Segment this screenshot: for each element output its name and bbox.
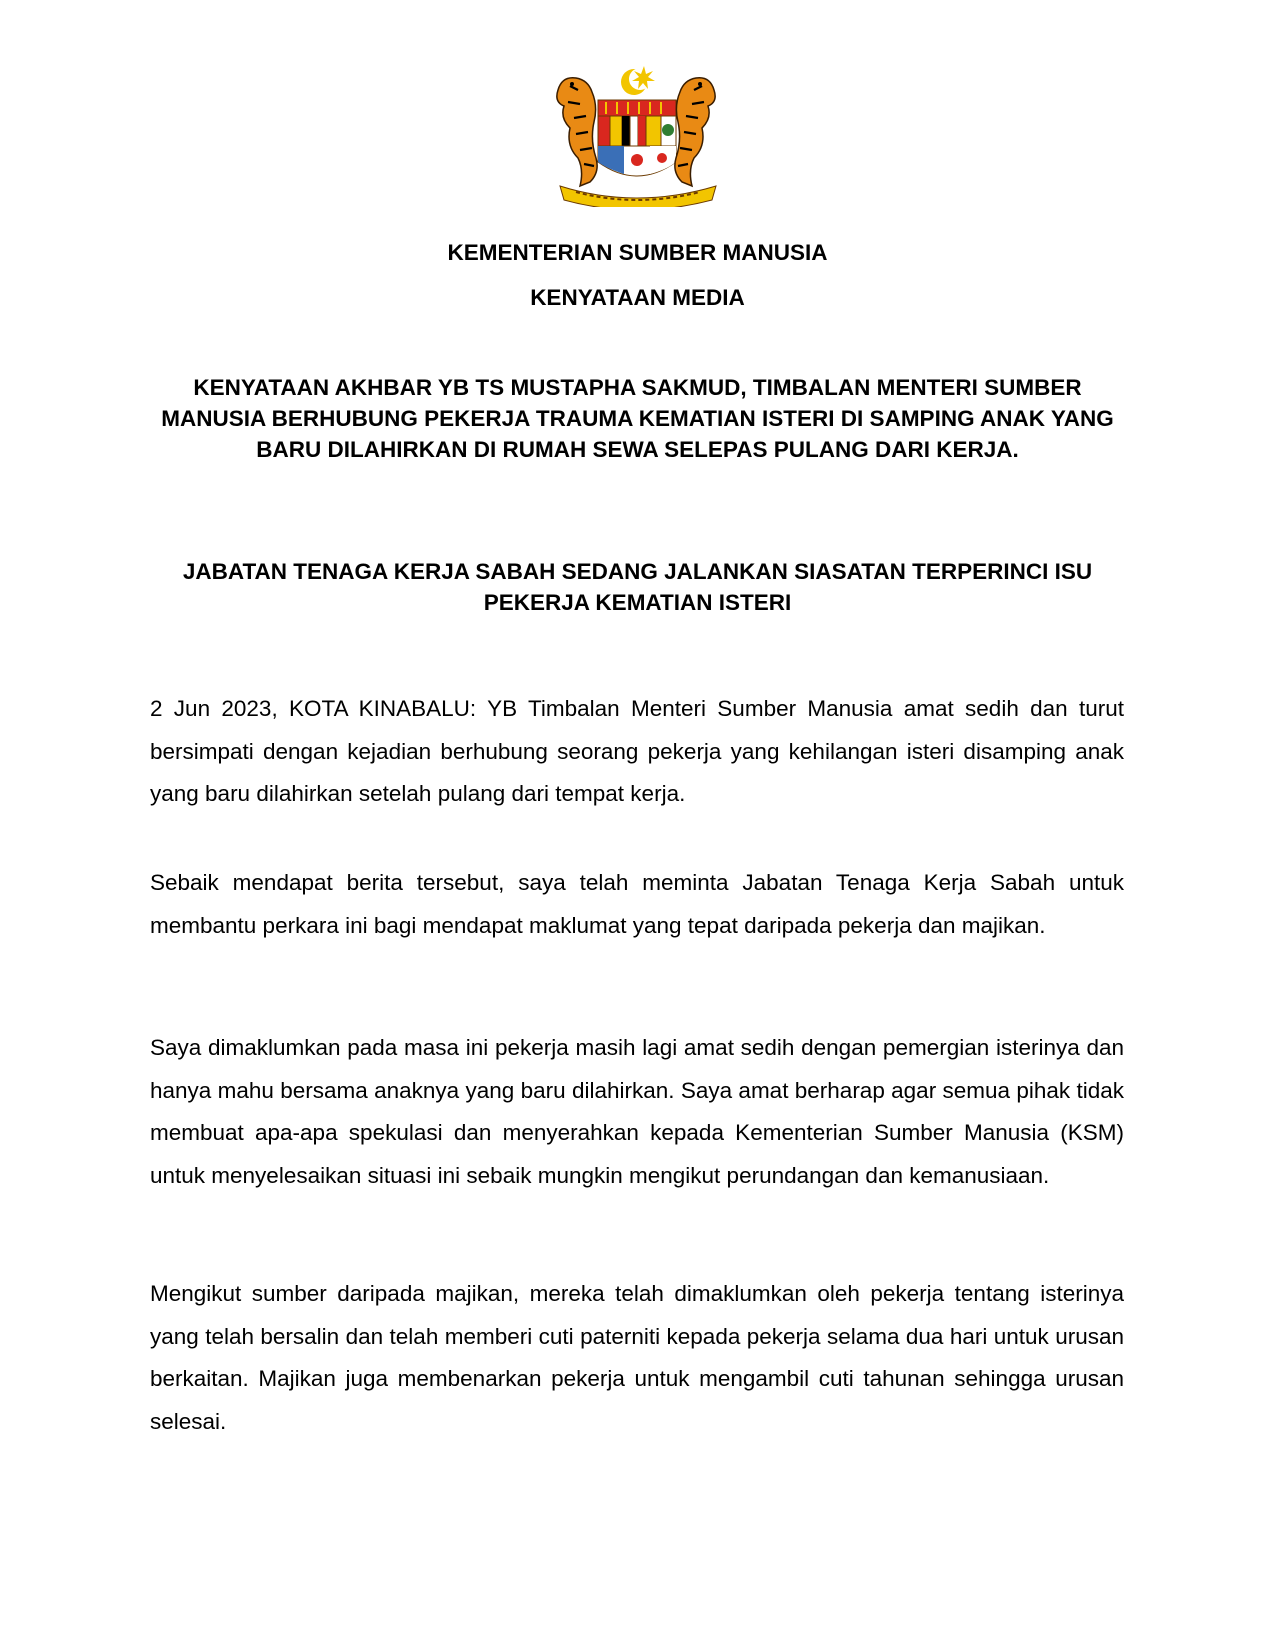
ministry-name: KEMENTERIAN SUMBER MANUSIA [447,240,828,265]
body-paragraph: Saya dimaklumkan pada masa ini pekerja masih lagi amat sedih dengan pemergian isterinya dan hanya mahu bersama anaknya yang baru dilahirkan. Saya amat berharap agar semua pihak tidak membuat apa-apa spekulasi dan menyerahkan kepada Kementerian Sumber Manusia (KSM) untuk menyelesaikan situasi ini sebaik mungkin mengikut perundangan dan kemanusiaan. [150,1035,1124,1188]
malaysia-coat-of-arms-logo [540,62,732,207]
press-statement-subheadline: JABATAN TENAGA KERJA SABAH SEDANG JALANKAN SIASATAN TERPERINCI ISU PEKERJA KEMATIAN ISTERI [182,559,1093,615]
body-paragraph: Sebaik mendapat berita tersebut, saya telah meminta Jabatan Tenaga Kerja Sabah untuk membantu perkara ini bagi mendapat maklumat yang tepat daripada pekerja dan majikan. [150,870,1124,938]
body-paragraph: 2 Jun 2023, KOTA KINABALU: YB Timbalan Menteri Sumber Manusia amat sedih dan turut bersimpati dengan kejadian berhubung seorang pekerja yang kehilangan isteri disamping anak yang baru dilahirkan setelah pulang dari tempat kerja. [150,696,1124,806]
body-paragraph: Mengikut sumber daripada majikan, mereka telah dimaklumkan oleh pekerja tentang isterinya yang telah bersalin dan telah memberi cuti paterniti kepada pekerja selama dua hari untuk urusan berkaitan. Majikan juga membenarkan pekerja untuk mengambil cuti tahunan sehingga urusan selesai. [150,1281,1124,1434]
left-tiger-icon [557,78,597,186]
right-tiger-icon [675,78,715,186]
document-type-title: KENYATAAN MEDIA [530,285,745,310]
crescent-star-icon [621,66,655,95]
press-statement-headline: KENYATAAN AKHBAR YB TS MUSTAPHA SAKMUD, TIMBALAN MENTERI SUMBER MANUSIA BERHUBUNG PEKERJA TRAUMA KEMATIAN ISTERI DI SAMPING ANAK YANG BARU DILAHIRKAN DI RUMAH SEWA SELEPAS PULANG DARI KERJA. [161,375,1114,462]
